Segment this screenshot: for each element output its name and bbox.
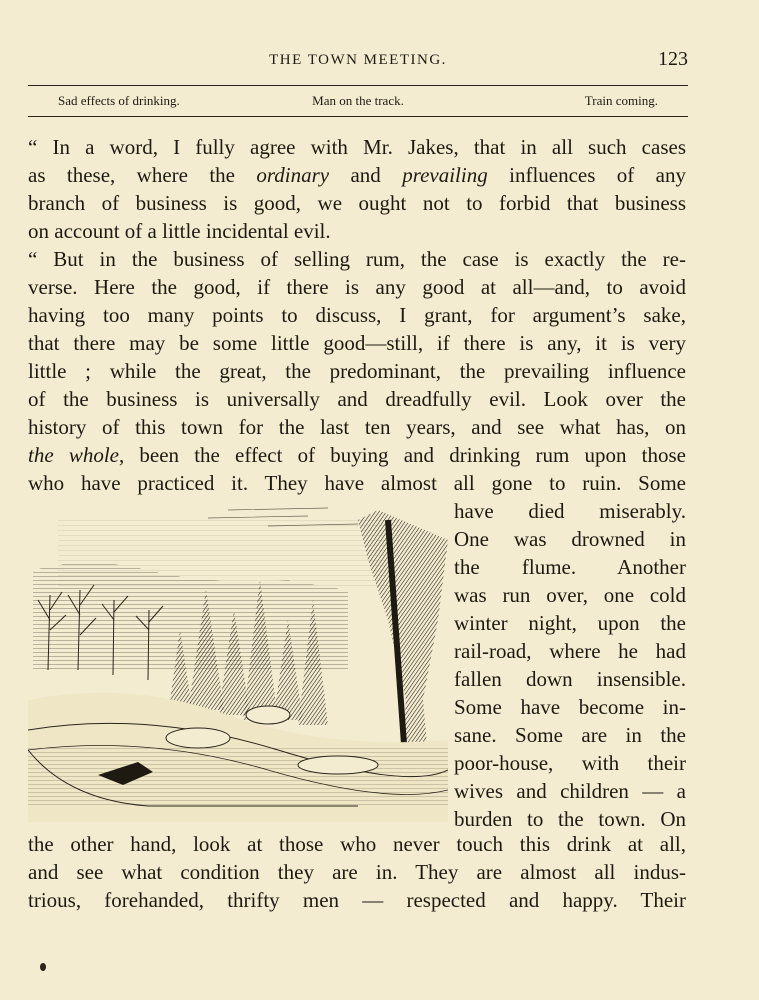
text-line: winter night, upon the (454, 611, 686, 635)
text-line: that there may be some little good—still, if there is any, it is very (28, 331, 686, 355)
emphasis: ordinary (256, 163, 330, 187)
subhead-left: Sad effects of drinking. (58, 93, 180, 108)
text-line: on account of a little incidental evil. (28, 219, 331, 243)
text-line: the other hand, look at those who never touch this drink at all, (28, 832, 686, 856)
text-line: “ But in the business of selling rum, the case is exactly the re- (28, 247, 686, 271)
text-line: verse. Here the good, if there is any good at all—and, to avoid (28, 275, 686, 299)
running-head (28, 48, 688, 74)
emphasis: prevailing (402, 163, 488, 187)
text-line: the flume. Another (454, 555, 686, 579)
text-line: history of this town for the last ten years, and see what has, on (28, 415, 686, 439)
header-rule-top (28, 85, 688, 86)
running-title: THE TOWN MEETING. (269, 52, 447, 68)
text-line: One was drowned in (454, 527, 686, 551)
marginal-subheads (28, 93, 688, 113)
text-line: branch of business is good, we ought not to forbid that business (28, 191, 686, 215)
text-line: “ In a word, I fully agree with Mr. Jakes, that in all such cases (28, 135, 686, 159)
text-line: the whole, been the effect of buying and drinking rum upon those (28, 443, 686, 467)
text-line: burden to the town. On (454, 807, 686, 831)
text-line: sane. Some are in the (454, 723, 686, 747)
subhead-right: Train coming. (584, 93, 658, 108)
ink-speck (40, 963, 46, 971)
text-line: fallen down insensible. (454, 667, 686, 691)
subhead-center: Man on the track. (312, 93, 404, 108)
text-line: Some have become in- (454, 695, 686, 719)
text-line: trious, forehanded, thrifty men — respected and happy. Their (28, 888, 686, 912)
page-number: 123 (658, 48, 688, 70)
text-line: wives and children — a (454, 779, 686, 803)
text-line: have died miserably. (454, 499, 686, 523)
text-line: as these, where the ordinary and prevailing influences of any (28, 163, 686, 187)
header-rule-bottom (28, 116, 688, 117)
text-line: having too many points to discuss, I grant, for argument’s sake, (28, 303, 686, 327)
text-line: who have practiced it. They have almost all gone to ruin. Some (28, 471, 686, 495)
emphasis: the whole (28, 443, 119, 467)
text-line: and see what condition they are in. They are almost all indus- (28, 860, 686, 884)
text-line: rail-road, where he had (454, 639, 686, 663)
text-line: little ; while the great, the predominant, the prevailing influence (28, 359, 686, 383)
winter-landscape-engraving (28, 500, 448, 822)
text-line: of the business is universally and dreadfully evil. Look over the (28, 387, 686, 411)
text-line: was run over, one cold (454, 583, 686, 607)
text-line: poor-house, with their (454, 751, 686, 775)
